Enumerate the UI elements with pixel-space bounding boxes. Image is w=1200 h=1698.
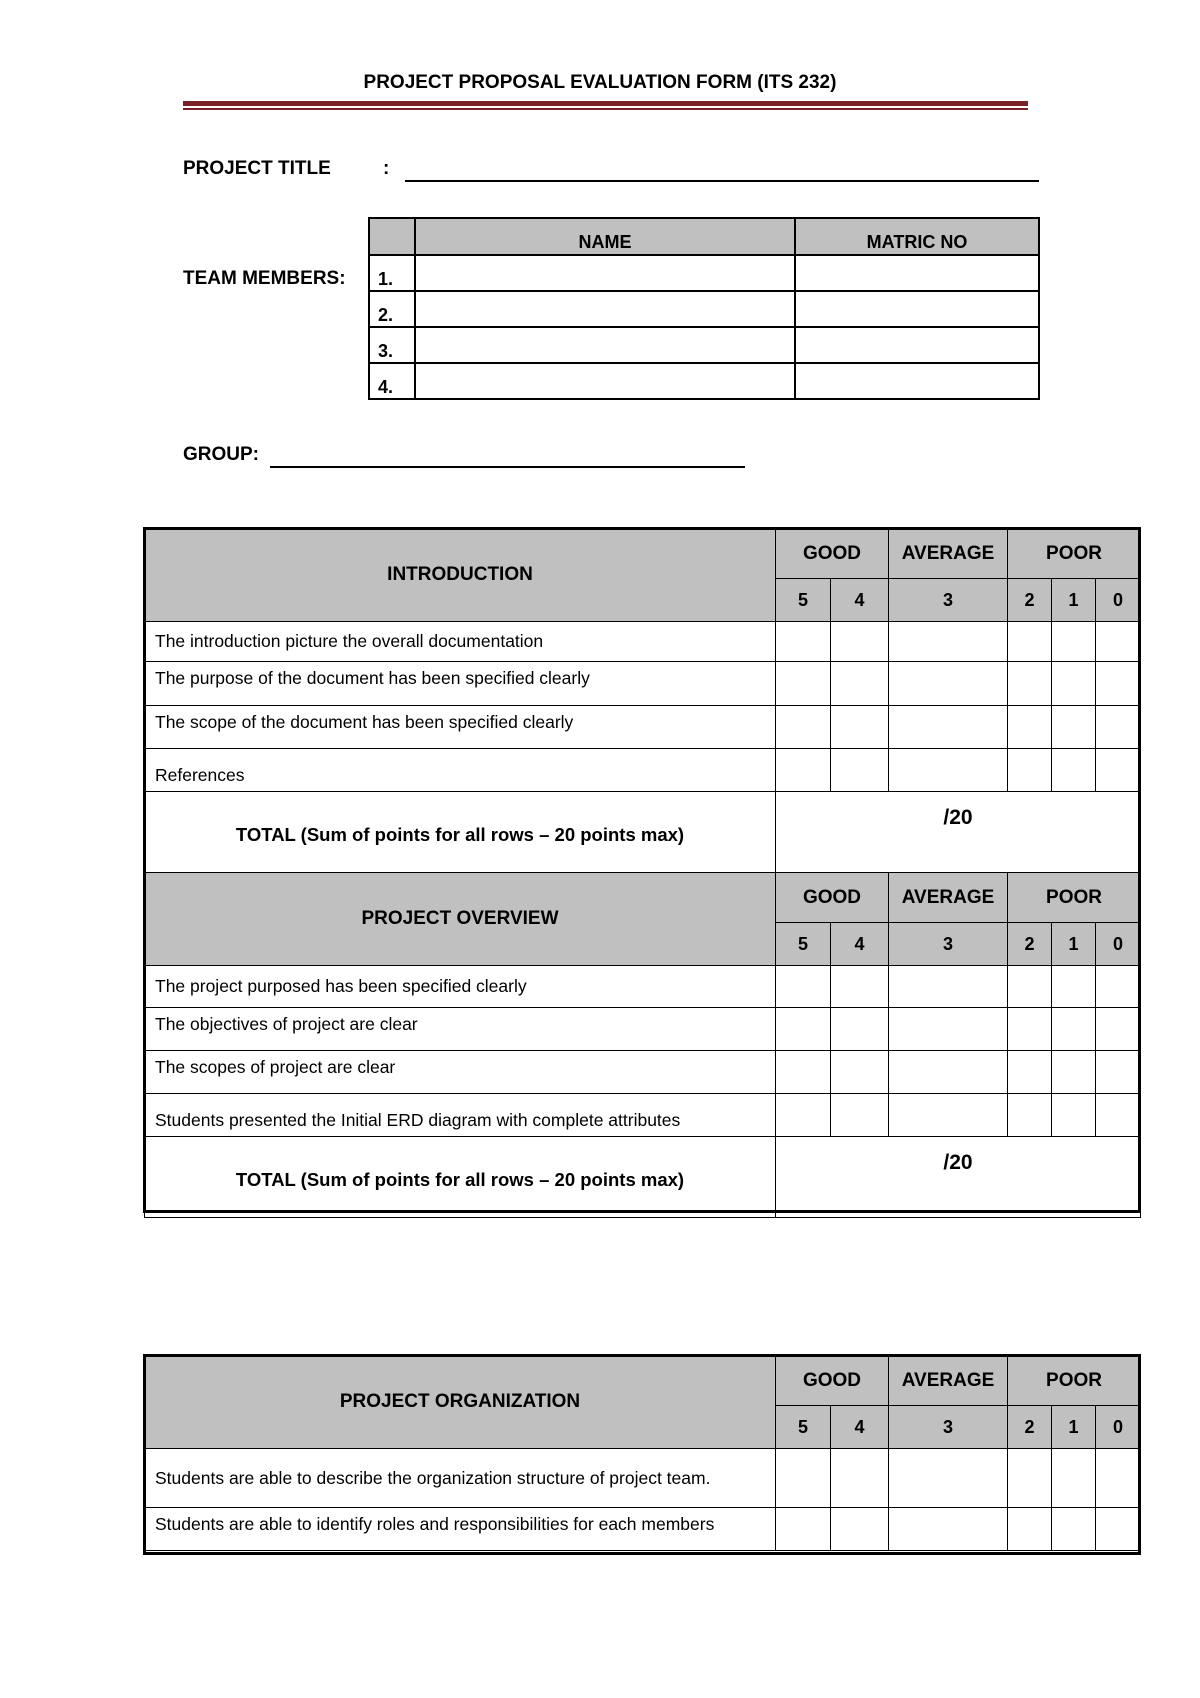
score-cell[interactable] xyxy=(776,749,831,792)
rating-group-average: AVERAGE xyxy=(889,1356,1008,1406)
criterion-label: The project purposed has been specified clearly xyxy=(145,966,776,1008)
score-cell[interactable] xyxy=(831,1051,889,1094)
score-header-5: 5 xyxy=(776,579,831,622)
score-cell[interactable] xyxy=(1052,966,1096,1008)
score-cell[interactable] xyxy=(1008,662,1052,706)
score-cell[interactable] xyxy=(776,662,831,706)
team-row-number: 3. xyxy=(369,327,415,363)
score-cell[interactable] xyxy=(1096,622,1141,662)
rating-group-poor: POOR xyxy=(1008,1356,1141,1406)
score-cell[interactable] xyxy=(776,622,831,662)
score-header-3: 3 xyxy=(889,1406,1008,1449)
rating-group-average: AVERAGE xyxy=(889,529,1008,579)
team-name-field[interactable] xyxy=(415,291,795,327)
score-cell[interactable] xyxy=(889,1008,1008,1051)
score-cell[interactable] xyxy=(831,1449,889,1508)
total-value-field[interactable]: /20 xyxy=(776,792,1141,873)
score-cell[interactable] xyxy=(1096,1008,1141,1051)
evaluation-table-1 xyxy=(144,528,1141,1218)
score-cell[interactable] xyxy=(776,1051,831,1094)
score-cell[interactable] xyxy=(889,622,1008,662)
project-title-field[interactable] xyxy=(405,172,1039,182)
score-cell[interactable] xyxy=(1096,1449,1141,1508)
total-label: TOTAL (Sum of points for all rows – 20 points max) xyxy=(145,1137,776,1218)
score-cell[interactable] xyxy=(776,1449,831,1508)
score-header-2: 2 xyxy=(1008,579,1052,622)
team-name-field[interactable] xyxy=(415,255,795,291)
score-cell[interactable] xyxy=(776,706,831,749)
criterion-label: Students presented the Initial ERD diagram with complete attributes xyxy=(145,1094,776,1137)
rating-group-good: GOOD xyxy=(776,873,889,923)
team-members-label: TEAM MEMBERS: xyxy=(183,268,346,289)
total-label: TOTAL (Sum of points for all rows – 20 points max) xyxy=(145,792,776,873)
score-cell[interactable] xyxy=(1096,1094,1141,1137)
score-cell[interactable] xyxy=(889,966,1008,1008)
score-cell[interactable] xyxy=(1096,1508,1141,1551)
score-header-1: 1 xyxy=(1052,579,1096,622)
criterion-label: The objectives of project are clear xyxy=(145,1008,776,1051)
section-heading-introduction: INTRODUCTION xyxy=(145,529,776,622)
criterion-label: Students are able to identify roles and responsibilities for each members xyxy=(145,1508,776,1551)
score-header-2: 2 xyxy=(1008,1406,1052,1449)
score-cell[interactable] xyxy=(1008,706,1052,749)
score-cell[interactable] xyxy=(776,966,831,1008)
rating-group-poor: POOR xyxy=(1008,873,1141,923)
score-cell[interactable] xyxy=(889,1508,1008,1551)
score-cell[interactable] xyxy=(1008,1449,1052,1508)
score-header-5: 5 xyxy=(776,923,831,966)
score-cell[interactable] xyxy=(831,1008,889,1051)
score-header-1: 1 xyxy=(1052,1406,1096,1449)
score-cell[interactable] xyxy=(889,749,1008,792)
score-cell[interactable] xyxy=(1096,749,1141,792)
title-rule-thick xyxy=(183,101,1028,106)
score-cell[interactable] xyxy=(1008,966,1052,1008)
score-header-2: 2 xyxy=(1008,923,1052,966)
score-cell[interactable] xyxy=(776,1094,831,1137)
score-header-4: 4 xyxy=(831,1406,889,1449)
team-matric-field[interactable] xyxy=(795,255,1039,291)
score-cell[interactable] xyxy=(776,1008,831,1051)
score-header-1: 1 xyxy=(1052,923,1096,966)
score-header-3: 3 xyxy=(889,923,1008,966)
score-cell[interactable] xyxy=(1008,1094,1052,1137)
score-cell[interactable] xyxy=(889,1094,1008,1137)
score-cell[interactable] xyxy=(1008,1051,1052,1094)
project-title-colon: : xyxy=(383,158,390,179)
team-name-field[interactable] xyxy=(415,363,795,399)
section-heading-project-organization: PROJECT ORGANIZATION xyxy=(145,1356,776,1449)
score-cell[interactable] xyxy=(831,662,889,706)
score-cell[interactable] xyxy=(1052,706,1096,749)
criterion-label: The scope of the document has been specified clearly xyxy=(145,706,776,749)
rating-group-average: AVERAGE xyxy=(889,873,1008,923)
total-value-field[interactable]: /20 xyxy=(776,1137,1141,1218)
score-cell[interactable] xyxy=(1052,1449,1096,1508)
score-cell[interactable] xyxy=(1052,662,1096,706)
score-cell[interactable] xyxy=(1052,622,1096,662)
title-rule-thin xyxy=(183,108,1028,110)
score-cell[interactable] xyxy=(889,662,1008,706)
score-cell[interactable] xyxy=(889,1449,1008,1508)
project-title-label: PROJECT TITLE xyxy=(183,158,331,179)
team-members-table xyxy=(368,217,1040,400)
score-cell[interactable] xyxy=(1052,1051,1096,1094)
score-header-3: 3 xyxy=(889,579,1008,622)
team-header-matric: MATRIC NO xyxy=(795,218,1039,255)
score-cell[interactable] xyxy=(1096,706,1141,749)
score-header-4: 4 xyxy=(831,923,889,966)
team-header-spacer xyxy=(369,218,415,255)
score-cell[interactable] xyxy=(889,706,1008,749)
score-cell[interactable] xyxy=(1052,1094,1096,1137)
team-matric-field[interactable] xyxy=(795,363,1039,399)
rating-group-good: GOOD xyxy=(776,1356,889,1406)
score-cell[interactable] xyxy=(776,1508,831,1551)
score-cell[interactable] xyxy=(1096,662,1141,706)
team-row-number: 4. xyxy=(369,363,415,399)
team-name-field[interactable] xyxy=(415,327,795,363)
rating-group-poor: POOR xyxy=(1008,529,1141,579)
score-cell[interactable] xyxy=(1052,1508,1096,1551)
criterion-label: The purpose of the document has been specified clearly xyxy=(145,662,776,706)
form-title: PROJECT PROPOSAL EVALUATION FORM (ITS 232) xyxy=(363,72,837,93)
score-cell[interactable] xyxy=(1096,1051,1141,1094)
team-matric-field[interactable] xyxy=(795,291,1039,327)
group-label: GROUP: xyxy=(183,444,259,465)
score-cell[interactable] xyxy=(1096,966,1141,1008)
score-cell[interactable] xyxy=(889,1051,1008,1094)
criterion-label: The introduction picture the overall documentation xyxy=(145,622,776,662)
score-cell[interactable] xyxy=(831,1508,889,1551)
team-row-number: 2. xyxy=(369,291,415,327)
score-header-5: 5 xyxy=(776,1406,831,1449)
score-cell[interactable] xyxy=(831,966,889,1008)
criterion-label: The scopes of project are clear xyxy=(145,1051,776,1094)
rating-group-good: GOOD xyxy=(776,529,889,579)
score-cell[interactable] xyxy=(1052,1008,1096,1051)
team-header-name: NAME xyxy=(415,218,795,255)
score-header-4: 4 xyxy=(831,579,889,622)
score-header-0: 0 xyxy=(1096,579,1141,622)
score-cell[interactable] xyxy=(1008,1508,1052,1551)
score-cell[interactable] xyxy=(1008,622,1052,662)
score-cell[interactable] xyxy=(1008,749,1052,792)
score-header-0: 0 xyxy=(1096,923,1141,966)
criterion-label: References xyxy=(145,749,776,792)
score-header-0: 0 xyxy=(1096,1406,1141,1449)
evaluation-table-2 xyxy=(144,1355,1141,1551)
score-cell[interactable] xyxy=(831,706,889,749)
team-matric-field[interactable] xyxy=(795,327,1039,363)
score-cell[interactable] xyxy=(1008,1008,1052,1051)
group-field[interactable] xyxy=(270,458,745,468)
team-row-number: 1. xyxy=(369,255,415,291)
criterion-label: Students are able to describe the organization structure of project team. xyxy=(145,1449,776,1508)
score-cell[interactable] xyxy=(831,1094,889,1137)
section-heading-project-overview: PROJECT OVERVIEW xyxy=(145,873,776,966)
score-cell[interactable] xyxy=(831,749,889,792)
score-cell[interactable] xyxy=(1052,749,1096,792)
score-cell[interactable] xyxy=(831,622,889,662)
